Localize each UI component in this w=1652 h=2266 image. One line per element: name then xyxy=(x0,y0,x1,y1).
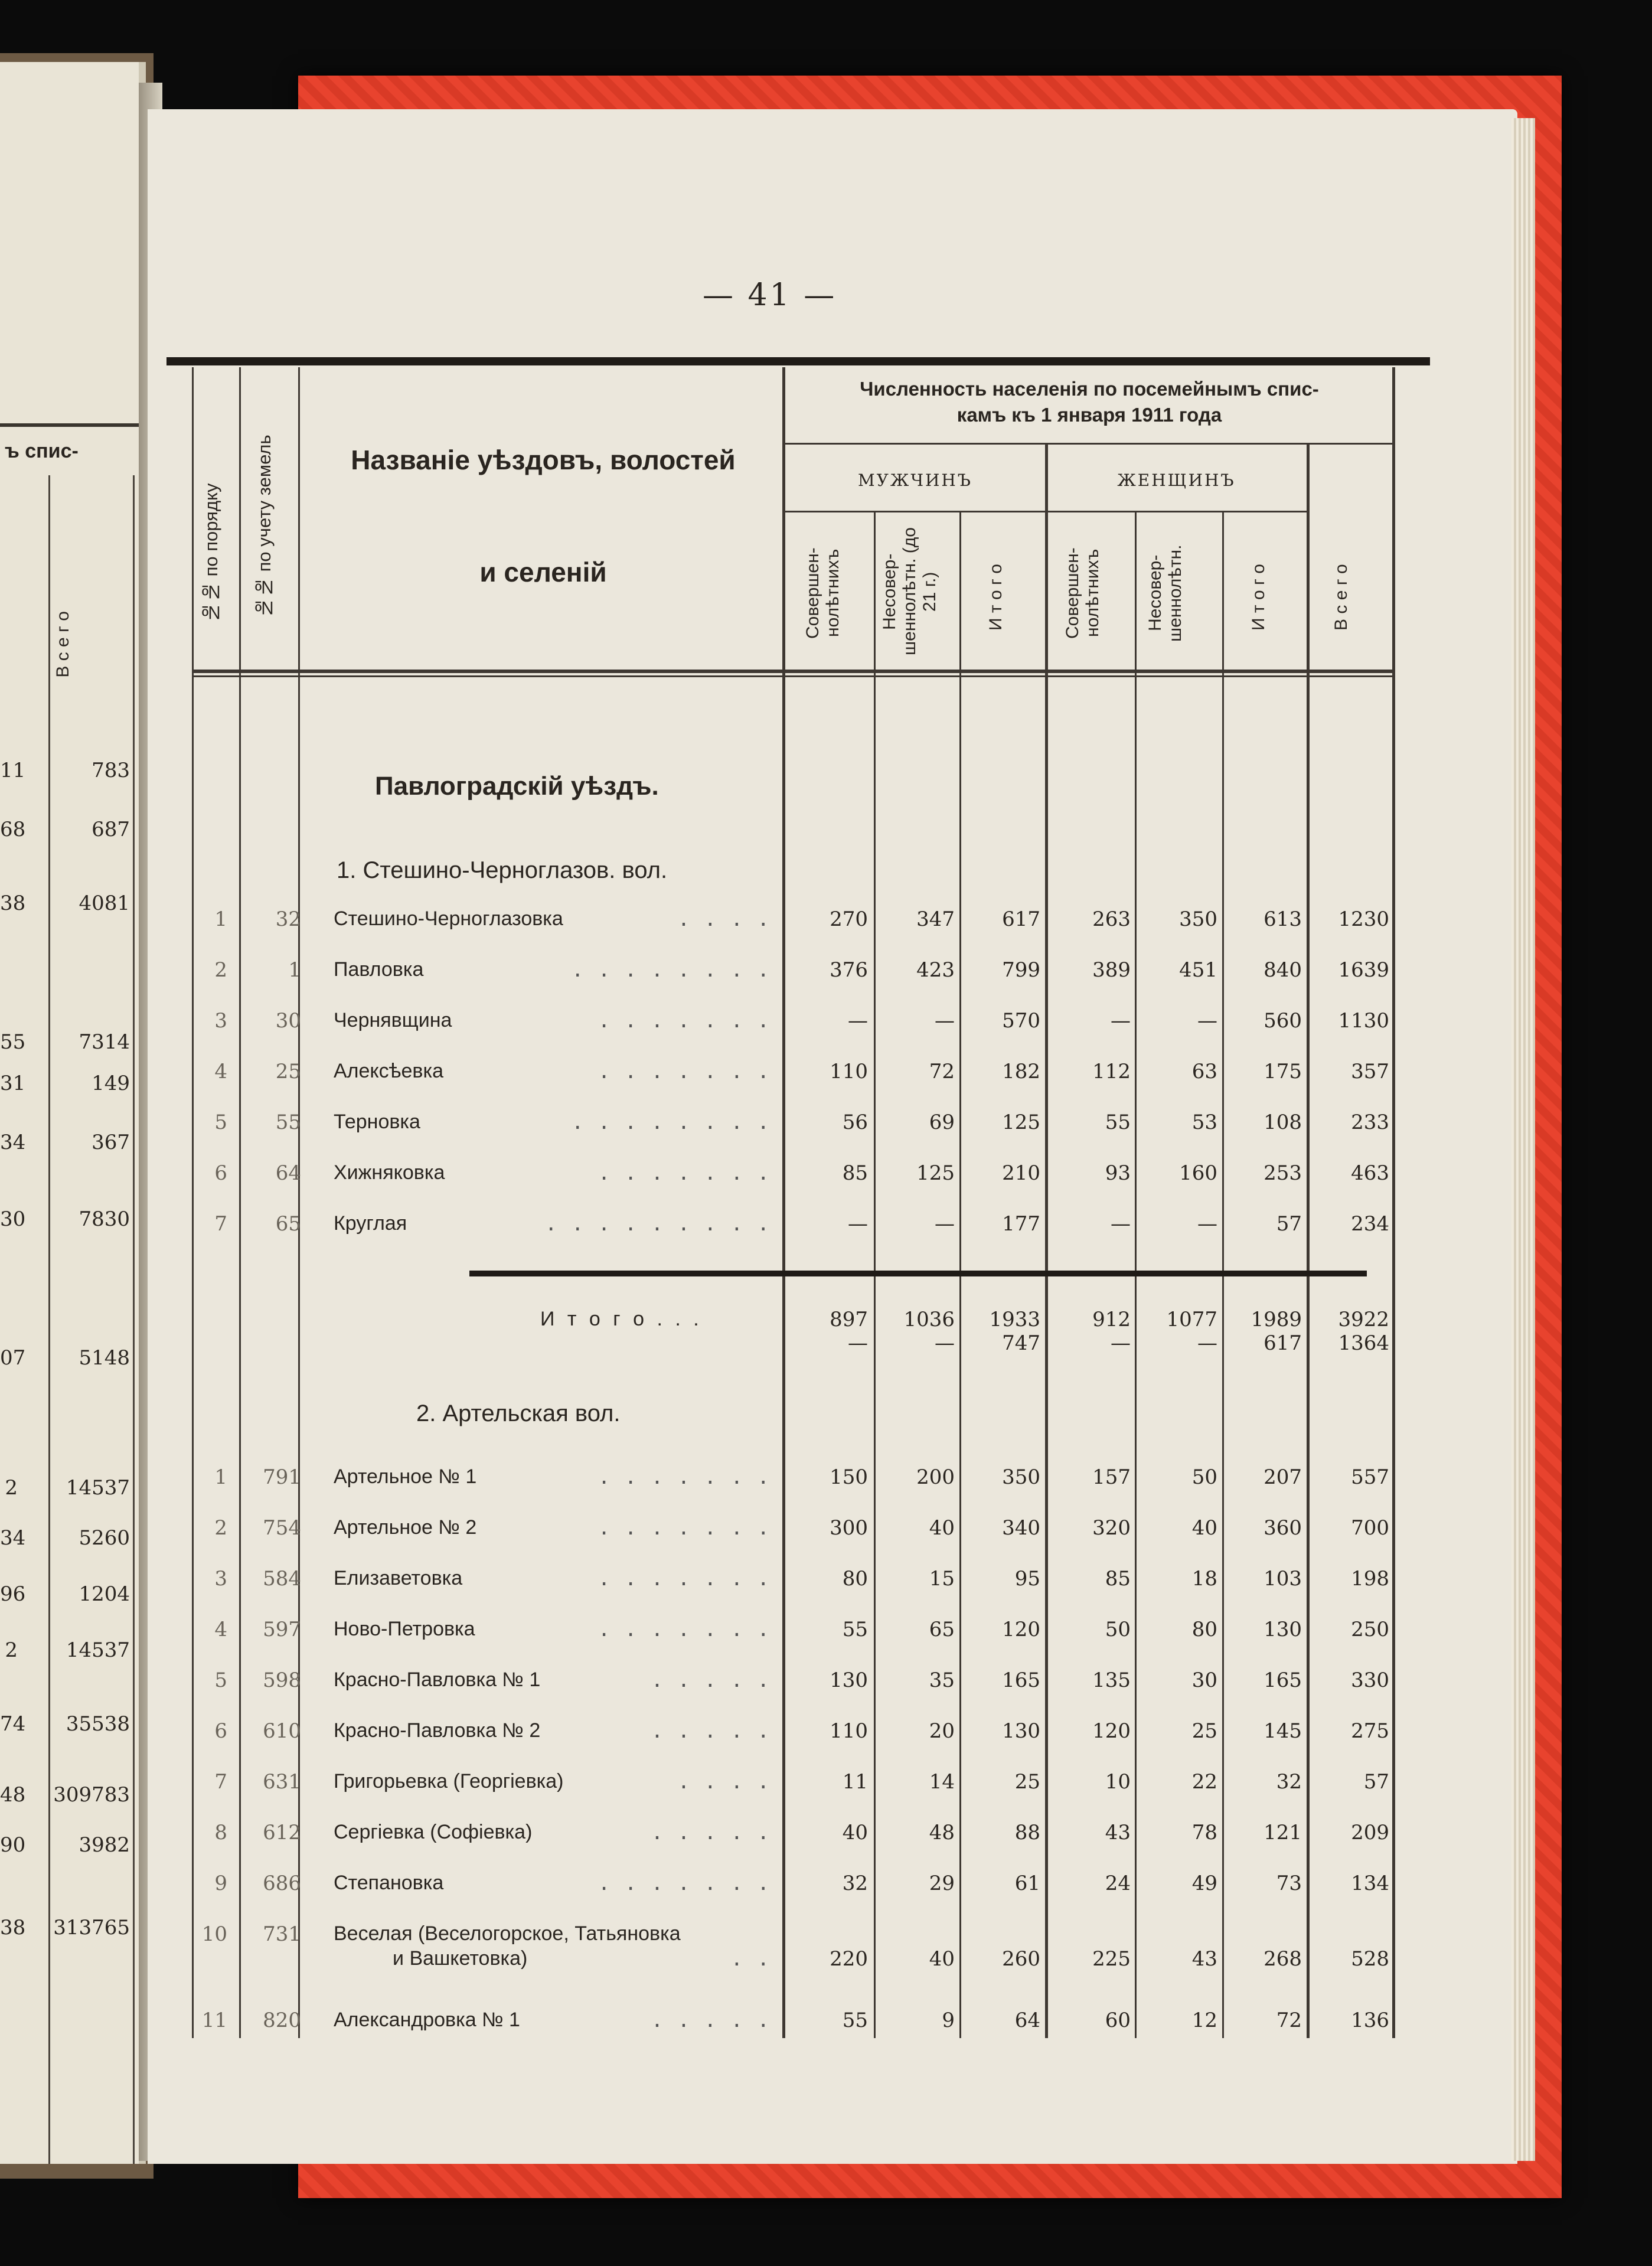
cell-wa: 43 xyxy=(1105,1821,1131,1844)
cell-wa: 225 xyxy=(1092,1947,1131,1971)
table-row xyxy=(192,2003,1395,2038)
cell-wt: 32 xyxy=(1276,1770,1302,1794)
cell-wt: 121 xyxy=(1264,1821,1302,1844)
header-men: МУЖЧИНЪ xyxy=(857,471,973,490)
row-settlement-name: Павловка xyxy=(334,958,424,981)
header-population-line2: камъ къ 1 января 1911 года xyxy=(956,404,1222,426)
cell-wt: 268 xyxy=(1264,1947,1302,1971)
header-grand-total: В с е г о xyxy=(1331,564,1351,631)
cell-wm: 30 xyxy=(1191,1669,1217,1692)
row-leader-dots: . . . . xyxy=(677,1770,771,1794)
cell-mm: 29 xyxy=(929,1872,955,1895)
cell-ma: 32 xyxy=(842,1872,868,1895)
row-land-number: 791 xyxy=(263,1465,301,1489)
cell-all: 463 xyxy=(1351,1161,1389,1185)
header-rule xyxy=(782,511,1307,512)
cell-ma: 11 xyxy=(842,1770,868,1794)
cell-wt: 207 xyxy=(1264,1465,1302,1489)
row-land-number: 25 xyxy=(275,1060,301,1083)
cell-ma: 130 xyxy=(830,1669,868,1692)
row-land-number: 610 xyxy=(263,1719,301,1743)
cell-wa: 10 xyxy=(1105,1770,1131,1794)
left-page-value-b: 783 xyxy=(92,759,130,782)
cell-wt: 72 xyxy=(1276,2009,1302,2032)
cell-mt: 25 xyxy=(1014,1770,1040,1794)
page-number: — 41 — xyxy=(703,277,837,313)
cell-mt: 177 xyxy=(1002,1212,1040,1236)
table-row xyxy=(192,1612,1395,1647)
cell-wa: 24 xyxy=(1105,1872,1131,1895)
cell-ma: 300 xyxy=(830,1516,868,1540)
row-order-number: 6 xyxy=(214,1161,227,1185)
cell-ma: 55 xyxy=(842,2009,868,2032)
left-page-value-a: 31 xyxy=(0,1072,26,1095)
header-women-minor: Несовер-шеннолѣтн. xyxy=(1145,544,1185,642)
table-row xyxy=(192,1003,1395,1039)
header-order-number: №№ по порядку xyxy=(201,483,221,623)
cell-wm: — xyxy=(1197,1009,1217,1033)
left-page xyxy=(0,62,146,2164)
cell-mm: 347 xyxy=(916,907,955,931)
cell-wm: 451 xyxy=(1179,958,1217,982)
left-page-value-b: 149 xyxy=(92,1072,130,1095)
row-land-number: 598 xyxy=(263,1669,301,1692)
cell-mm: 423 xyxy=(916,958,955,982)
total2-wt: 617 xyxy=(1264,1331,1302,1355)
cell-wm: 12 xyxy=(1191,2009,1217,2032)
header-land-number: №№ по учету земель xyxy=(254,435,275,619)
header-name-line1: Названіе уѣздовъ, волостей xyxy=(351,445,736,475)
cell-wt: 840 xyxy=(1264,958,1302,982)
cell-wm: 49 xyxy=(1191,1872,1217,1895)
row-leader-dots: . . . . . . . xyxy=(598,1161,771,1185)
row-land-number: 1 xyxy=(288,958,301,982)
row-leader-dots: . . . . . xyxy=(651,1719,771,1743)
row-order-number: 4 xyxy=(214,1618,227,1641)
total2-wa: — xyxy=(1111,1331,1131,1355)
cell-mm: 72 xyxy=(929,1060,955,1083)
left-page-value-a: 74 xyxy=(0,1712,26,1736)
cell-wt: 130 xyxy=(1264,1618,1302,1641)
cell-ma: — xyxy=(848,1009,868,1033)
cell-ma: 110 xyxy=(830,1060,868,1083)
cell-all: 234 xyxy=(1351,1212,1389,1236)
volost1-title: 1. Стешино-Черноглазов. вол. xyxy=(337,857,668,883)
header-bottom-rule xyxy=(192,675,1395,677)
total2-ma: — xyxy=(848,1331,868,1355)
row-order-number: 1 xyxy=(214,1465,227,1489)
cell-mt: 125 xyxy=(1002,1111,1040,1134)
left-page-value-b: 7830 xyxy=(79,1207,130,1231)
row-leader-dots: . . . . xyxy=(677,907,771,931)
total-wt: 1989 xyxy=(1251,1308,1302,1331)
row-settlement-name: Красно-Павловка № 1 xyxy=(334,1669,541,1691)
row-leader-dots: . . . . . . . xyxy=(598,1567,771,1591)
row-leader-dots: . . . . . xyxy=(651,1821,771,1844)
cell-ma: 80 xyxy=(842,1567,868,1591)
row-land-number: 65 xyxy=(275,1212,301,1236)
table-row xyxy=(192,1663,1395,1698)
cell-wa: 263 xyxy=(1092,907,1131,931)
cell-all: 136 xyxy=(1351,2009,1389,2032)
cell-mt: 61 xyxy=(1014,1872,1040,1895)
cell-mm: 14 xyxy=(929,1770,955,1794)
row-order-number: 7 xyxy=(214,1770,227,1794)
cell-mt: 617 xyxy=(1002,907,1040,931)
cell-wa: 320 xyxy=(1092,1516,1131,1540)
cell-all: 209 xyxy=(1351,1821,1389,1844)
row-order-number: 1 xyxy=(214,907,227,931)
left-page-value-a: 38 xyxy=(0,1916,26,1940)
row-order-number: 2 xyxy=(214,958,227,982)
cell-mt: 120 xyxy=(1002,1618,1040,1641)
row-settlement-name: Елизаветовка xyxy=(334,1567,463,1589)
cell-wm: 350 xyxy=(1179,907,1217,931)
cell-mt: 350 xyxy=(1002,1465,1040,1489)
header-population-line1: Численность населенія по посемейнымъ спис- xyxy=(860,378,1319,400)
cell-ma: 85 xyxy=(842,1161,868,1185)
total-ma: 897 xyxy=(830,1308,868,1331)
row-settlement-name: Артельное № 2 xyxy=(334,1516,477,1539)
cell-mm: — xyxy=(935,1009,955,1033)
cell-mm: 15 xyxy=(929,1567,955,1591)
cell-ma: 40 xyxy=(842,1821,868,1844)
row-order-number: 7 xyxy=(214,1212,227,1236)
left-page-value-a: 68 xyxy=(0,818,26,841)
row-leader-dots: . . xyxy=(730,1947,771,1971)
left-page-value-a: 48 xyxy=(0,1783,26,1807)
cell-all: 233 xyxy=(1351,1111,1389,1134)
cell-ma: 150 xyxy=(830,1465,868,1489)
cell-mt: 570 xyxy=(1002,1009,1040,1033)
cell-wm: 63 xyxy=(1191,1060,1217,1083)
table-row xyxy=(192,1561,1395,1596)
left-page-value-a: 30 xyxy=(0,1207,26,1231)
page-edges xyxy=(1511,118,1535,2161)
row-leader-dots: . . . . . . . xyxy=(598,1872,771,1895)
row-land-number: 731 xyxy=(263,1922,301,1946)
cell-all: 275 xyxy=(1351,1719,1389,1743)
row-order-number: 8 xyxy=(214,1821,227,1844)
row-order-number: 3 xyxy=(214,1009,227,1033)
row-leader-dots: . . . . . . . xyxy=(598,1516,771,1540)
table-row xyxy=(192,952,1395,988)
cell-mt: 799 xyxy=(1002,958,1040,982)
cell-mt: 130 xyxy=(1002,1719,1040,1743)
table-row xyxy=(192,1459,1395,1495)
total2-all: 1364 xyxy=(1338,1331,1389,1355)
cell-mm: 125 xyxy=(916,1161,955,1185)
cell-all: 57 xyxy=(1363,1770,1389,1794)
cell-wt: 73 xyxy=(1276,1872,1302,1895)
cell-wa: 60 xyxy=(1105,2009,1131,2032)
total-label: И т о г о . . . xyxy=(540,1308,703,1330)
left-page-value-b: 309783 xyxy=(53,1783,130,1807)
table-row xyxy=(192,1206,1395,1242)
row-settlement-name: Чернявщина xyxy=(334,1009,452,1031)
header-women-adult: Совершен-нолѣтнихъ xyxy=(1063,547,1102,639)
cell-mt: 88 xyxy=(1014,1821,1040,1844)
left-page-col-rule xyxy=(48,475,50,2164)
cell-mt: 182 xyxy=(1002,1060,1040,1083)
left-page-value-a: 90 xyxy=(0,1833,26,1857)
cell-wm: 78 xyxy=(1191,1821,1217,1844)
cell-wm: 80 xyxy=(1191,1618,1217,1641)
cell-wm: 43 xyxy=(1191,1947,1217,1971)
row-settlement-name: Стешино-Черноглазовка xyxy=(334,907,563,930)
left-page-header: ъ спис- xyxy=(5,440,79,462)
cell-all: 700 xyxy=(1351,1516,1389,1540)
cell-wa: 157 xyxy=(1092,1465,1131,1489)
cell-mm: 48 xyxy=(929,1821,955,1844)
row-settlement-name: Александровка № 1 xyxy=(334,2009,520,2031)
row-land-number: 820 xyxy=(263,2009,301,2032)
cell-all: 250 xyxy=(1351,1618,1389,1641)
table-row xyxy=(192,1510,1395,1546)
total-mm: 1036 xyxy=(903,1308,955,1331)
header-women: ЖЕНЩИНЪ xyxy=(1117,471,1236,490)
cell-wm: 40 xyxy=(1191,1516,1217,1540)
left-page-value-a: 96 xyxy=(0,1582,26,1606)
cell-wt: 253 xyxy=(1264,1161,1302,1185)
cell-wm: 18 xyxy=(1191,1567,1217,1591)
total-wa: 912 xyxy=(1092,1308,1131,1331)
left-page-value-b: 14537 xyxy=(66,1638,130,1662)
row-settlement-name-cont: и Вашкетовка) xyxy=(393,1947,528,1970)
row-settlement-name: Хижняковка xyxy=(334,1161,445,1184)
total-wm: 1077 xyxy=(1166,1308,1217,1331)
cell-wm: — xyxy=(1197,1212,1217,1236)
header-men-minor: Несовер-шеннолѣтн. (до 21 г.) xyxy=(880,527,939,656)
cell-wm: 160 xyxy=(1179,1161,1217,1185)
row-order-number: 11 xyxy=(201,2009,227,2032)
row-order-number: 5 xyxy=(214,1111,227,1134)
header-men-adult: Совершен-нолѣтнихъ xyxy=(803,547,843,639)
table-row xyxy=(192,1054,1395,1089)
row-leader-dots: . . . . . xyxy=(651,1669,771,1692)
cell-wm: 50 xyxy=(1191,1465,1217,1489)
left-page-rule xyxy=(0,423,139,427)
table-row xyxy=(192,1866,1395,1901)
cell-ma: 270 xyxy=(830,907,868,931)
cell-wm: 25 xyxy=(1191,1719,1217,1743)
row-settlement-name: Степановка xyxy=(334,1872,444,1894)
cell-all: 1639 xyxy=(1338,958,1389,982)
cell-wa: 120 xyxy=(1092,1719,1131,1743)
cell-mt: 340 xyxy=(1002,1516,1040,1540)
cell-mm: 69 xyxy=(929,1111,955,1134)
cell-wt: 108 xyxy=(1264,1111,1302,1134)
row-leader-dots: . . . . . . . xyxy=(598,1060,771,1083)
header-rule xyxy=(782,443,1395,445)
left-page-value-a: 38 xyxy=(0,892,26,915)
header-bottom-rule xyxy=(192,670,1395,673)
row-settlement-name: Терновка xyxy=(334,1111,420,1133)
cell-wt: 57 xyxy=(1276,1212,1302,1236)
subtotal-rule xyxy=(469,1271,1367,1276)
cell-mm: — xyxy=(935,1212,955,1236)
cell-wa: — xyxy=(1111,1009,1131,1033)
cell-wa: 85 xyxy=(1105,1567,1131,1591)
table-row xyxy=(192,1713,1395,1749)
cell-mt: 95 xyxy=(1014,1567,1040,1591)
left-page-value-b: 313765 xyxy=(53,1916,130,1940)
cell-all: 557 xyxy=(1351,1465,1389,1489)
row-order-number: 6 xyxy=(214,1719,227,1743)
cell-all: 1230 xyxy=(1338,907,1389,931)
cell-wa: 135 xyxy=(1092,1669,1131,1692)
cell-wa: 112 xyxy=(1092,1060,1131,1083)
header-name-line2: и селеній xyxy=(479,557,607,587)
row-settlement-name: Артельное № 1 xyxy=(334,1465,477,1488)
row-land-number: 584 xyxy=(263,1567,301,1591)
left-page-value-a: 2 xyxy=(5,1476,18,1500)
cell-wm: 53 xyxy=(1191,1111,1217,1134)
left-page-value-a: 34 xyxy=(0,1131,26,1154)
cell-mm: 40 xyxy=(929,1947,955,1971)
cell-mm: 40 xyxy=(929,1516,955,1540)
cell-mt: 64 xyxy=(1014,2009,1040,2032)
header-men-total: И т о г о xyxy=(986,564,1005,631)
left-page-value-b: 4081 xyxy=(79,892,130,915)
row-land-number: 30 xyxy=(275,1009,301,1033)
left-page-value-b: 3982 xyxy=(79,1833,130,1857)
row-leader-dots: . . . . . . . xyxy=(598,1465,771,1489)
left-page-value-a: 07 xyxy=(0,1346,26,1370)
row-leader-dots: . . . . . . . . xyxy=(571,1111,771,1134)
cell-wa: 50 xyxy=(1105,1618,1131,1641)
total2-mm: — xyxy=(935,1331,955,1355)
row-order-number: 5 xyxy=(214,1669,227,1692)
cell-wt: 560 xyxy=(1264,1009,1302,1033)
table-row xyxy=(192,1764,1395,1800)
row-settlement-name: Ново-Петровка xyxy=(334,1618,475,1640)
row-settlement-name: Алексѣевка xyxy=(334,1060,444,1082)
cell-all: 198 xyxy=(1351,1567,1389,1591)
row-leader-dots: . . . . . . . xyxy=(598,1009,771,1033)
table-top-rule xyxy=(166,357,1430,365)
cell-mm: 65 xyxy=(929,1618,955,1641)
row-land-number: 754 xyxy=(263,1516,301,1540)
cell-wa: 55 xyxy=(1105,1111,1131,1134)
row-order-number: 2 xyxy=(214,1516,227,1540)
left-page-value-b: 5148 xyxy=(79,1346,130,1370)
row-settlement-name: Григорьевка (Георгіевка) xyxy=(334,1770,564,1792)
cell-mt: 165 xyxy=(1002,1669,1040,1692)
row-leader-dots: . . . . . xyxy=(651,2009,771,2032)
left-page-col-rule xyxy=(133,475,135,2164)
left-page-value-b: 7314 xyxy=(79,1030,130,1054)
row-land-number: 612 xyxy=(263,1821,301,1844)
cell-wm: 22 xyxy=(1191,1770,1217,1794)
table-row xyxy=(192,1105,1395,1140)
total-mt: 1933 xyxy=(989,1308,1040,1331)
cell-ma: 110 xyxy=(830,1719,868,1743)
row-order-number: 10 xyxy=(201,1922,227,1946)
row-settlement-name: Сергіевка (Софіевка) xyxy=(334,1821,533,1843)
row-settlement-name: Круглая xyxy=(334,1212,407,1235)
row-leader-dots: . . . . . . . . . xyxy=(545,1212,771,1236)
cell-all: 528 xyxy=(1351,1947,1389,1971)
volost2-title: 2. Артельская вол. xyxy=(416,1400,621,1426)
row-land-number: 64 xyxy=(275,1161,301,1185)
row-land-number: 686 xyxy=(263,1872,301,1895)
cell-wt: 165 xyxy=(1264,1669,1302,1692)
cell-mm: 35 xyxy=(929,1669,955,1692)
left-page-col-header: В с е г о xyxy=(53,611,73,678)
cell-wt: 613 xyxy=(1264,907,1302,931)
cell-wt: 175 xyxy=(1264,1060,1302,1083)
left-page-value-a: 2 xyxy=(5,1638,18,1662)
district-title: Павлоградскій уѣздъ. xyxy=(375,772,659,801)
cell-wa: — xyxy=(1111,1212,1131,1236)
row-settlement-name: Красно-Павловка № 2 xyxy=(334,1719,541,1742)
cell-wa: 93 xyxy=(1105,1161,1131,1185)
total-all: 3922 xyxy=(1338,1308,1389,1331)
cell-mt: 260 xyxy=(1002,1947,1040,1971)
population-table xyxy=(192,367,1395,2038)
table-row xyxy=(192,1155,1395,1191)
cell-mm: 20 xyxy=(929,1719,955,1743)
cell-wa: 389 xyxy=(1092,958,1131,982)
row-order-number: 9 xyxy=(214,1872,227,1895)
row-order-number: 4 xyxy=(214,1060,227,1083)
cell-all: 330 xyxy=(1351,1669,1389,1692)
left-page-value-b: 687 xyxy=(92,818,130,841)
left-page-value-b: 1204 xyxy=(79,1582,130,1606)
row-land-number: 55 xyxy=(275,1111,301,1134)
row-settlement-name: Веселая (Веселогорское, Татьяновка xyxy=(334,1922,681,1945)
left-page-value-b: 14537 xyxy=(66,1476,130,1500)
cell-ma: 376 xyxy=(830,958,868,982)
row-leader-dots: . . . . . . . xyxy=(598,1618,771,1641)
left-page-value-a: 55 xyxy=(0,1030,26,1054)
cell-wt: 145 xyxy=(1264,1719,1302,1743)
cell-all: 357 xyxy=(1351,1060,1389,1083)
row-order-number: 3 xyxy=(214,1567,227,1591)
left-page-value-b: 5260 xyxy=(79,1526,130,1550)
cell-mm: 200 xyxy=(916,1465,955,1489)
table-row xyxy=(192,902,1395,937)
row-land-number: 631 xyxy=(263,1770,301,1794)
cell-wt: 103 xyxy=(1264,1567,1302,1591)
cell-ma: — xyxy=(848,1212,868,1236)
cell-all: 1130 xyxy=(1338,1009,1389,1033)
row-leader-dots: . . . . . . . . xyxy=(571,958,771,982)
left-page-value-a: 11 xyxy=(0,759,26,782)
total2-wm: — xyxy=(1197,1331,1217,1355)
cell-ma: 56 xyxy=(842,1111,868,1134)
cell-wt: 360 xyxy=(1264,1516,1302,1540)
left-page-value-b: 35538 xyxy=(66,1712,130,1736)
row-land-number: 597 xyxy=(263,1618,301,1641)
cell-mt: 210 xyxy=(1002,1161,1040,1185)
header-women-total: И т о г о xyxy=(1249,564,1268,631)
cell-ma: 220 xyxy=(830,1947,868,1971)
total-row-2 xyxy=(192,1325,1395,1361)
left-page-value-b: 367 xyxy=(92,1131,130,1154)
table-row xyxy=(192,1916,1395,1987)
row-land-number: 32 xyxy=(275,907,301,931)
cell-ma: 55 xyxy=(842,1618,868,1641)
cell-mm: 9 xyxy=(942,2009,955,2032)
table-row xyxy=(192,1815,1395,1850)
cell-all: 134 xyxy=(1351,1872,1389,1895)
total2-mt: 747 xyxy=(1002,1331,1040,1355)
left-page-value-a: 34 xyxy=(0,1526,26,1550)
